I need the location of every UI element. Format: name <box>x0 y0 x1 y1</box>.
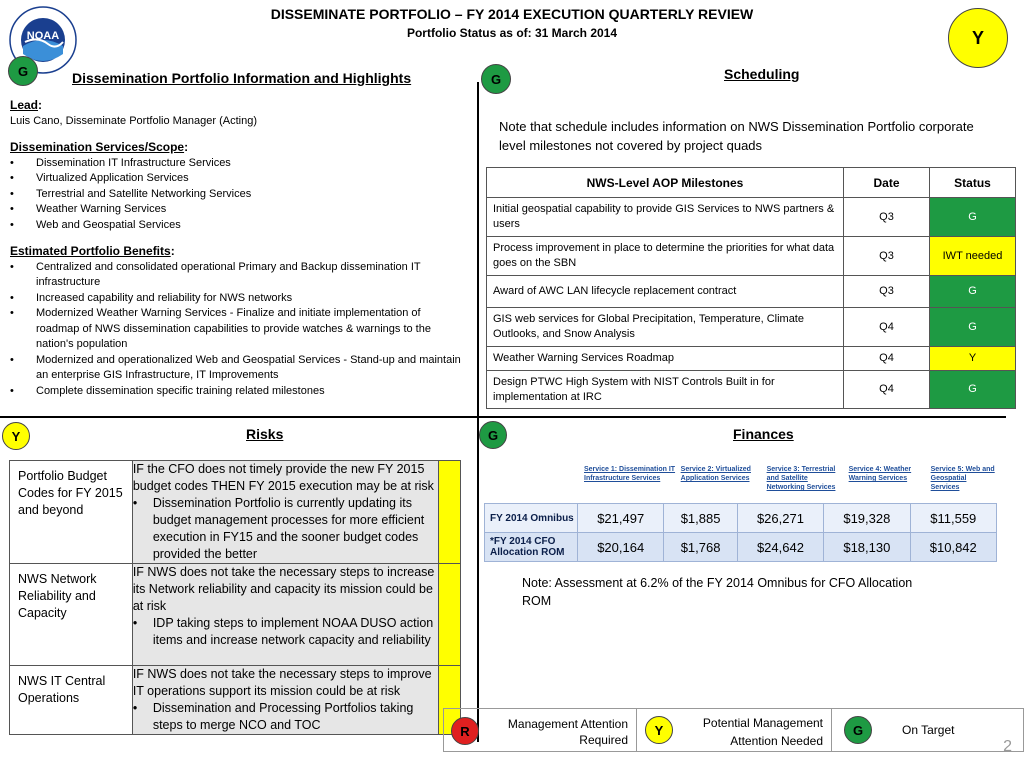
page-subtitle: Portfolio Status as of: 31 March 2014 <box>406 26 618 40</box>
milestones-table <box>486 167 1016 409</box>
finance-value: $18,130 <box>824 533 910 562</box>
finance-value: $26,271 <box>737 504 823 533</box>
status-cell: IWT needed <box>930 237 1016 276</box>
table-row <box>487 308 1016 347</box>
risk-statement: IF NWS does not take the necessary steps to improve IT operations support its mission could be at risk <box>132 667 432 698</box>
date-cell: Q4 <box>844 308 930 347</box>
date-cell: Q4 <box>844 347 930 371</box>
status-cell: Y <box>930 347 1016 371</box>
column-header-date: Date <box>844 168 930 198</box>
risk-mitigation: • Dissemination and Processing Portfolios taking steps to merge NCO and TOC <box>133 700 436 734</box>
risks-table <box>9 460 461 735</box>
finances-panel <box>484 465 999 562</box>
lead-name: Luis Cano, Disseminate Portfolio Manager (Acting) <box>10 114 258 127</box>
milestone-cell: Initial geospatial capability to provide GIS Services to NWS partners & users <box>487 198 844 237</box>
milestone-cell: Award of AWC LAN lifecycle replacement contract <box>487 276 844 308</box>
portfolio-info <box>10 98 465 399</box>
benefits-list <box>10 260 465 400</box>
list-item: • Increased capability and reliability for NWS networks <box>10 291 465 307</box>
legend-green-text: On Target <box>902 723 955 737</box>
page-title: DISSEMINATE PORTFOLIO – FY 2014 EXECUTION QUARTERLY REVIEW <box>270 6 754 22</box>
finance-value: $20,164 <box>578 533 664 562</box>
finances-heading: Finances <box>733 426 794 442</box>
finance-value: $1,768 <box>664 533 737 562</box>
legend-item-red <box>444 709 637 751</box>
service-header: Service 5: Web and Geospatial Services <box>930 466 995 491</box>
list-item: • Weather Warning Services <box>10 202 465 218</box>
overall-status-badge: Y <box>948 8 1008 68</box>
finance-value: $24,642 <box>737 533 823 562</box>
horizontal-divider <box>0 416 1006 418</box>
status-legend <box>443 708 1024 752</box>
risk-label: Portfolio Budget Codes for FY 2015 and beyond <box>10 461 133 564</box>
milestone-cell: Weather Warning Services Roadmap <box>487 347 844 371</box>
finance-value: $11,559 <box>910 504 996 533</box>
risk-label: NWS IT Central Operations <box>10 666 133 735</box>
logo-text: NOAA <box>26 30 60 42</box>
finance-value: $19,328 <box>824 504 910 533</box>
scheduling-heading: Scheduling <box>724 66 800 82</box>
finance-value: $1,885 <box>664 504 737 533</box>
risk-description <box>132 666 438 735</box>
risk-description <box>132 564 438 666</box>
table-row <box>485 504 997 533</box>
finance-value: $21,497 <box>578 504 664 533</box>
date-cell: Q3 <box>844 198 930 237</box>
table-row <box>487 276 1016 308</box>
list-item: • Virtualized Application Services <box>10 171 465 187</box>
scope-list <box>10 156 465 234</box>
page-number: 2 <box>1003 738 1012 755</box>
finance-row-label: *FY 2014 CFO Allocation ROM <box>485 533 578 562</box>
info-status-badge: G <box>8 56 38 86</box>
benefits-heading: Estimated Portfolio Benefits: <box>10 244 175 258</box>
legend-item-green <box>832 709 1024 751</box>
table-row <box>10 461 461 564</box>
risk-mitigation: • Dissemination Portfolio is currently updating its budget management processes for more efficient execution in FY15 and the sooner budget codes provided the better <box>133 495 436 563</box>
list-item: • Modernized and operationalized Web and Geospatial Services - Stand-up and maintain an enterprise GIS Infrastructure, IT Improvements <box>10 353 465 384</box>
finance-row-label: FY 2014 Omnibus <box>485 504 578 533</box>
risk-status-indicator <box>439 564 461 666</box>
milestone-cell: GIS web services for Global Precipitation, Temperature, Climate Outlooks, and Snow Analysis <box>487 308 844 347</box>
list-item: • Complete dissemination specific training related milestones <box>10 384 465 400</box>
legend-red-text: Management Attention Required <box>507 717 628 747</box>
risk-statement: IF NWS does not take the necessary steps to increase its Network reliability and capacity its mission could be at risk <box>132 565 435 613</box>
service-header: Service 1: Dissemination IT Infrastructure Services <box>584 466 676 482</box>
risk-statement: IF the CFO does not timely provide the new FY 2015 budget codes THEN FY 2015 execution may be at risk <box>132 462 434 493</box>
table-header-row <box>487 168 1016 198</box>
service-header: Service 4: Weather Warning Services <box>848 466 912 482</box>
status-cell: G <box>930 371 1016 409</box>
risk-description <box>132 461 438 564</box>
table-row <box>10 666 461 735</box>
status-cell: G <box>930 276 1016 308</box>
service-header: Service 3: Terrestrial and Satellite Networking Services <box>766 466 836 491</box>
finances-table <box>484 503 997 562</box>
service-header: Service 2: Virtualized Application Services <box>680 466 751 482</box>
status-cell: G <box>930 198 1016 237</box>
status-cell: G <box>930 308 1016 347</box>
milestone-cell: Process improvement in place to determine the priorities for what data goes on the SBN <box>487 237 844 276</box>
scheduling-status-badge: G <box>481 64 511 94</box>
table-row <box>487 347 1016 371</box>
legend-red-badge: R <box>451 717 479 745</box>
scope-heading: Dissemination Services/Scope: <box>10 140 189 154</box>
scheduling-note: Note that schedule includes information on NWS Dissemination Portfolio corporate level milestones not covered by project quads <box>499 119 974 153</box>
finances-status-badge: G <box>479 421 507 449</box>
lead-heading: Lead: <box>10 98 43 112</box>
risk-label: NWS Network Reliability and Capacity <box>10 564 133 666</box>
table-row <box>487 371 1016 409</box>
legend-green-badge: G <box>844 716 872 744</box>
list-item: • Terrestrial and Satellite Networking Services <box>10 187 465 203</box>
milestone-cell: Design PTWC High System with NIST Controls Built in for implementation at IRC <box>487 371 844 409</box>
finance-value: $10,842 <box>910 533 996 562</box>
list-item: • Centralized and consolidated operational Primary and Backup dissemination IT infrastructure <box>10 260 465 291</box>
table-row <box>10 564 461 666</box>
risks-heading: Risks <box>246 426 284 442</box>
list-item: • Web and Geospatial Services <box>10 218 465 234</box>
finances-note: Note: Assessment at 6.2% of the FY 2014 Omnibus for CFO Allocation ROM <box>522 576 913 608</box>
list-item: • Modernized Weather Warning Services - Finalize and initiate implementation of roadmap of NWS dissemination capabilities to provide watches & warnings to the nation's population <box>10 306 465 353</box>
column-header-status: Status <box>930 168 1016 198</box>
legend-item-yellow <box>637 709 832 751</box>
date-cell: Q3 <box>844 276 930 308</box>
legend-yellow-badge: Y <box>645 716 673 744</box>
date-cell: Q3 <box>844 237 930 276</box>
vertical-divider <box>477 82 479 742</box>
risk-mitigation: • IDP taking steps to implement NOAA DUSO action items and increase network capacity and reliability <box>133 615 436 649</box>
legend-yellow-text: Potential Management Attention Needed <box>702 716 823 748</box>
list-item: • Dissemination IT Infrastructure Services <box>10 156 465 172</box>
column-header-milestone: NWS-Level AOP Milestones <box>487 168 844 198</box>
risk-status-indicator <box>439 461 461 564</box>
table-row <box>485 533 997 562</box>
table-row <box>487 198 1016 237</box>
table-row <box>487 237 1016 276</box>
date-cell: Q4 <box>844 371 930 409</box>
service-headers <box>584 465 999 503</box>
risks-status-badge: Y <box>2 422 30 450</box>
info-heading: Dissemination Portfolio Information and Highlights <box>72 70 412 86</box>
